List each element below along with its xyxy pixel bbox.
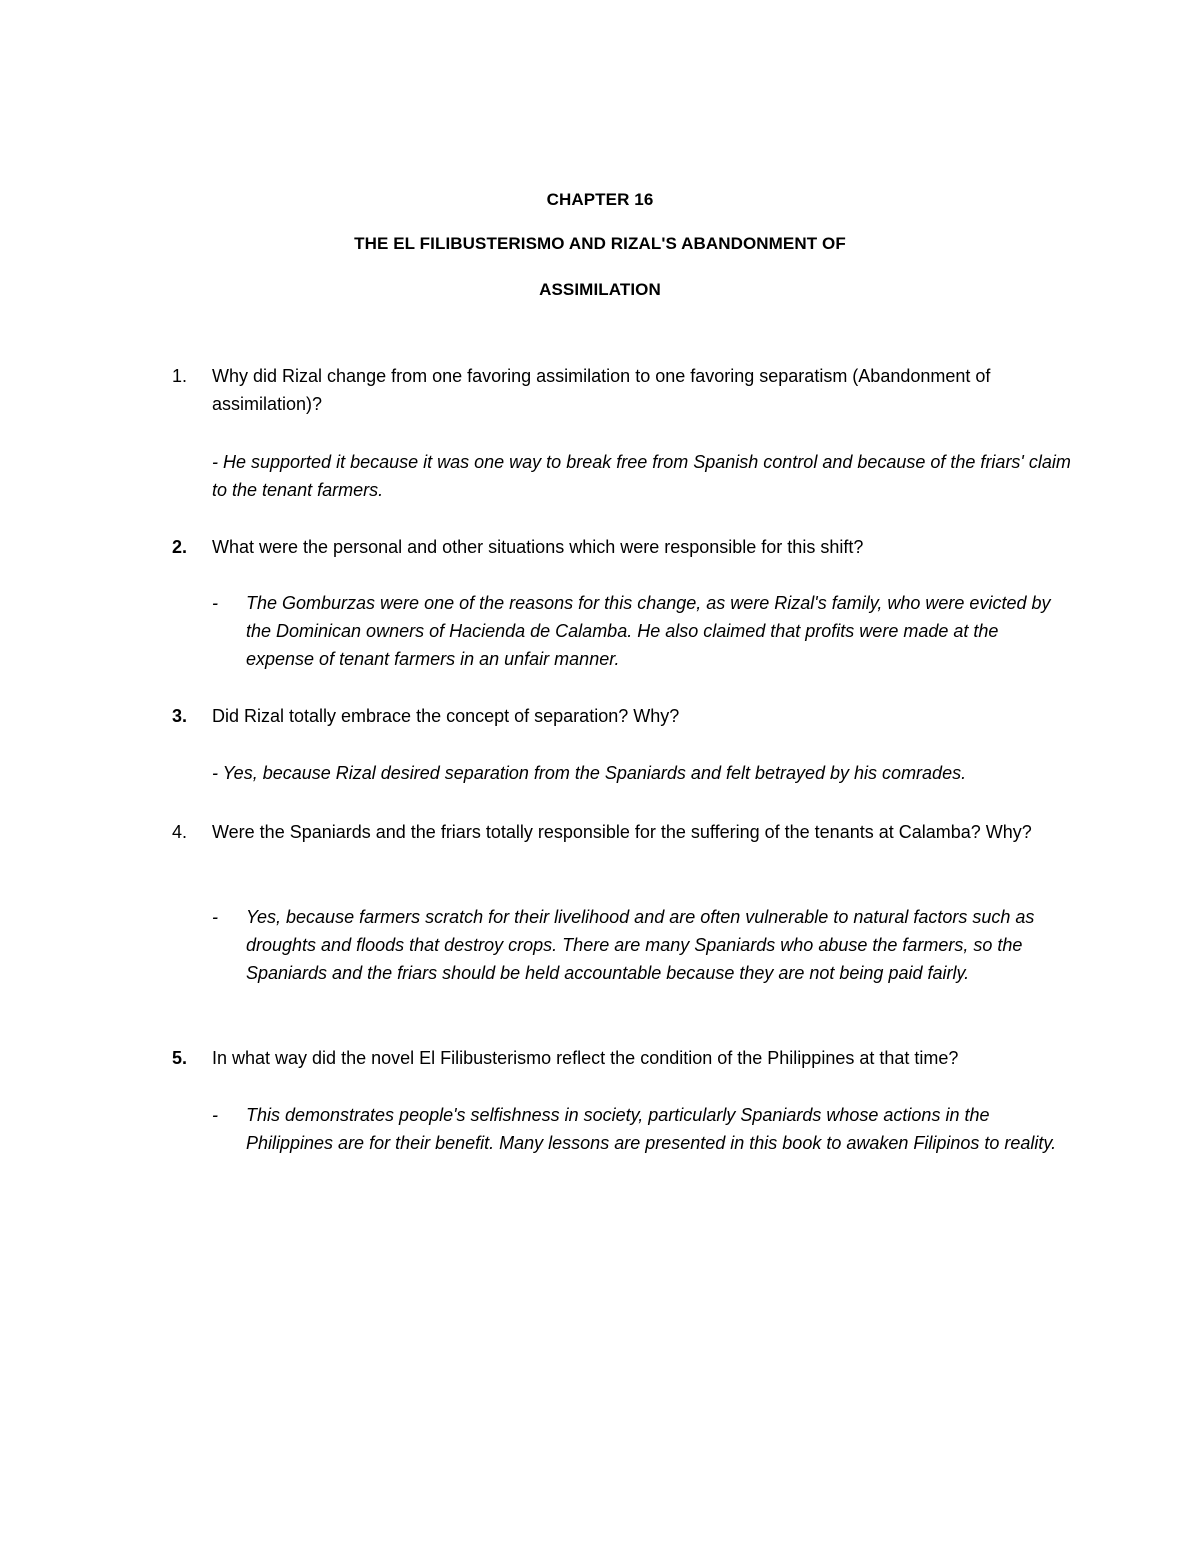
- question-number-2: 2.: [172, 537, 188, 557]
- answer-3: - Yes, because Rizal desired separation from the Spaniards and felt betrayed by his comrades.: [212, 763, 967, 783]
- answer-4: Yes, because farmers scratch for their livelihood and are often vulnerable to natural factors such as droughts and floods that destroy crops. There are many Spaniards who abuse the farmers, so the Spaniards and the friars should be held accountable because they are not being paid fairly.: [246, 907, 1035, 983]
- question-5: In what way did the novel El Filibusterismo reflect the condition of the Philippines at that time?: [212, 1048, 959, 1068]
- question-4: Were the Spaniards and the friars totally responsible for the suffering of the tenants at Calamba? Why?: [212, 822, 1032, 842]
- chapter-heading: CHAPTER 16: [546, 190, 654, 209]
- question-number-5: 5.: [172, 1048, 188, 1068]
- title-line-2: ASSIMILATION: [539, 280, 661, 299]
- question-3: Did Rizal totally embrace the concept of separation? Why?: [212, 706, 680, 726]
- title-line-1: THE EL FILIBUSTERISMO AND RIZAL'S ABANDONMENT OF: [354, 234, 846, 253]
- question-2: What were the personal and other situations which were responsible for this shift?: [212, 537, 864, 557]
- question-number-1: 1.: [172, 366, 188, 386]
- answer-5: This demonstrates people's selfishness in society, particularly Spaniards whose actions in the Philippines are for their benefit. Many lessons are presented in this book to awaken Filipinos to reality.: [246, 1105, 1057, 1153]
- answer-1: - He supported it because it was one way to break free from Spanish control and because of the friars' claim to the tenant farmers.: [212, 452, 1071, 500]
- question-number-3: 3.: [172, 706, 188, 726]
- answer-2: The Gomburzas were one of the reasons for this change, as were Rizal's family, who were evicted by the Dominican owners of Hacienda de Calamba. He also claimed that profits were made at the expense of tenant farmers in an unfair manner.: [246, 593, 1051, 669]
- answer-dash-4: -: [212, 907, 218, 927]
- question-number-4: 4.: [172, 822, 188, 842]
- question-1: Why did Rizal change from one favoring assimilation to one favoring separatism (Abandonment of assimilation)?: [212, 366, 991, 414]
- answer-dash-5: -: [212, 1105, 218, 1125]
- answer-dash-2: -: [212, 593, 218, 613]
